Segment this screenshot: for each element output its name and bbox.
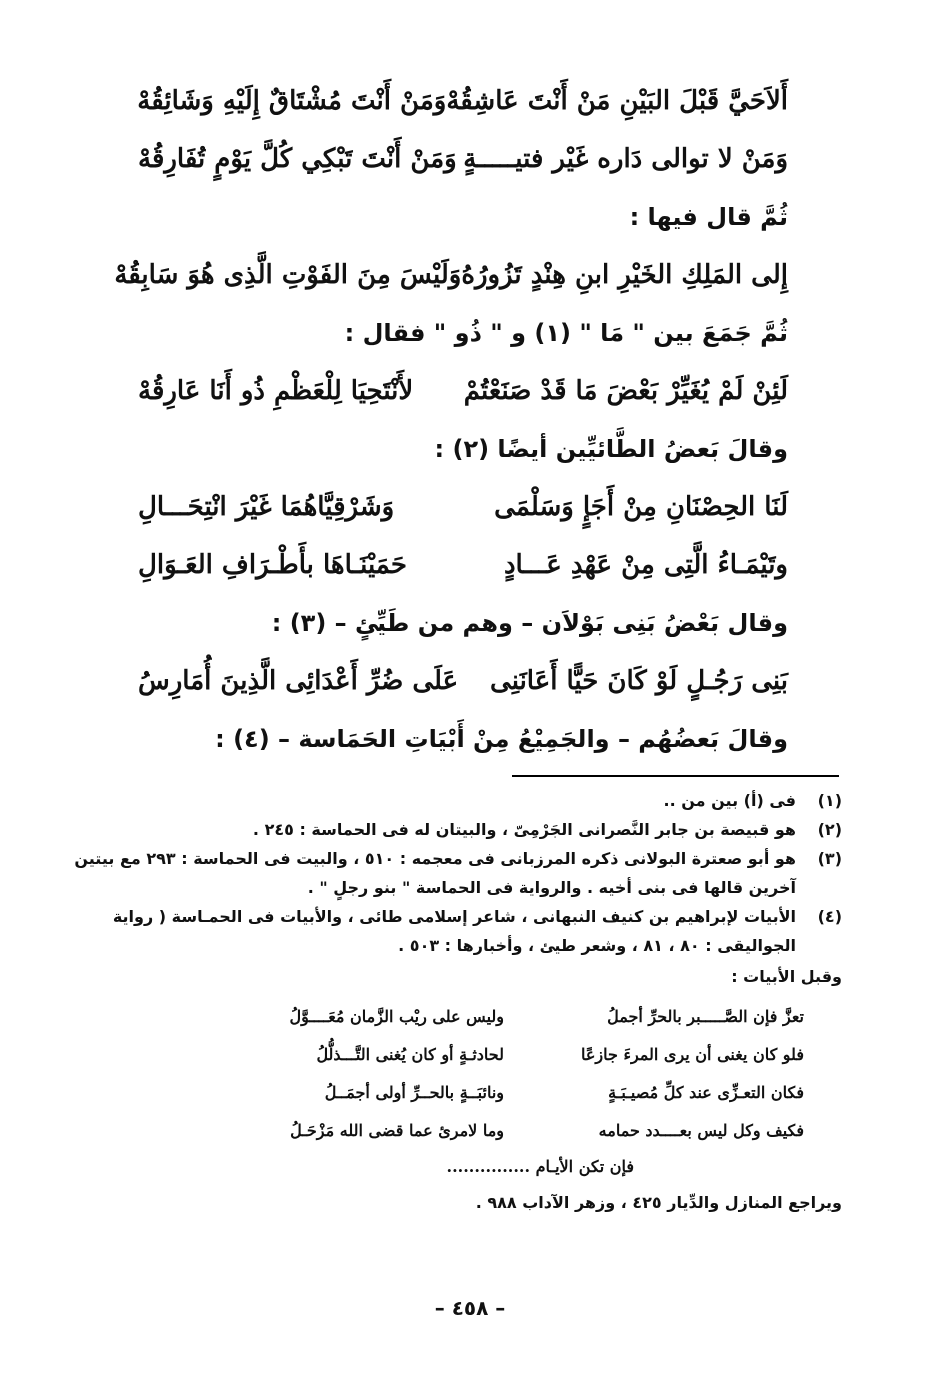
footnote-text bbox=[107, 815, 796, 844]
verse-first-hemistich: لَئِنْ لَمْ يُغَيِّرْ بَعْضَ مَا قَدْ صَنَعْتُمْ bbox=[463, 376, 788, 406]
references: ويراجع المنازل والدِّيار ٤٢٥ ، وزهر الآداب ٩٨٨ . bbox=[475, 1193, 842, 1212]
page-number: – ٤٥٨ – bbox=[434, 1296, 506, 1320]
verse-line bbox=[138, 536, 788, 594]
verse-second-hemistich: وَلَيْسَ مِنَ الفَوْتِ الَّذِى هُوَ سَابِقُهْ bbox=[114, 260, 462, 290]
footnote-line: هو قبيصة بن جابر النَّصرانى الجَرْمِىّ ، والبيتان له فى الحماسة : ٢٤٥ . bbox=[252, 820, 796, 839]
verse-line bbox=[138, 72, 788, 130]
footnote bbox=[107, 815, 842, 844]
mini-verse-second: وليس على ريْب الزَّمان مُعَــــوَّلُ bbox=[289, 1006, 504, 1026]
footnote-line: الأبيات لإبراهيم بن كنيف النبهانى ، شاعر إسلامى طائى ، والأبيات فى الحمـاسة ( رواية bbox=[112, 907, 796, 926]
footnote-line: فى (أ) بين من .. bbox=[663, 791, 796, 810]
verse-second-hemistich: وَمَنْ أَنْتَ تَبْكِي كُلَّ يَوْمٍ تُفَارِقُهْ bbox=[138, 144, 457, 174]
footnote bbox=[107, 902, 842, 960]
footnote-text bbox=[107, 786, 796, 815]
prose-line: وقال بَعْضُ بَنِى بَوْلاَن – وهم من طَيِّئٍ – (٣) : bbox=[271, 609, 788, 637]
footnotes bbox=[74, 786, 842, 1221]
footnote-text bbox=[74, 844, 796, 902]
mini-verse-line bbox=[107, 1111, 804, 1149]
verse-line bbox=[138, 362, 788, 420]
verse-first-hemistich: بَنِى رَجُـلٍ لَوْ كَانَ حَيًّا أَعَانَنِى bbox=[490, 666, 788, 696]
footnote-number: (٤) bbox=[817, 907, 842, 926]
verse-line bbox=[138, 478, 788, 536]
verse-first-hemistich: إِلى المَلِكِ الخَيْرِ ابنِ هِنْدٍ تَزُورُهُ bbox=[461, 260, 788, 290]
mini-verse-line bbox=[107, 1035, 804, 1073]
footnote-line: الجواليقى : ٨٠ ، ٨١ ، وشعر طيئ ، وأخبارها : ٥٠٣ . bbox=[398, 936, 796, 955]
prose-line: وقالَ بَعضُهُم – والجَمِيْعُ مِنْ أَبْيَاتِ الحَمَاسة – (٤) : bbox=[215, 725, 788, 753]
mini-verse-first: فلو كان يغنى أن يرى المرءَ جازعًا bbox=[580, 1044, 804, 1064]
verse-line bbox=[138, 130, 788, 188]
qabl-label: وقبل الأبيات : bbox=[731, 967, 842, 986]
mini-poem-last-line: فإن تكن الأيـام ............... bbox=[446, 1157, 634, 1176]
mini-verse-first: تعزَّ فإن الصَّـــــبر بالحرِّ أجملُ bbox=[607, 1006, 804, 1026]
verse-first-hemistich: وَمَنْ لا توالى دَاره غَيْر فتيـــــةٍ bbox=[463, 144, 788, 174]
prose-line: ثُمَّ جَمَعَ بين " مَا " (١) و " ذُو " فقال : bbox=[344, 319, 788, 347]
mini-verse-first: فكان التعـزِّى عند كلِّ مُصيـبَـةٍ bbox=[608, 1082, 804, 1102]
footnote-number: (٢) bbox=[817, 820, 842, 839]
mini-verse-line bbox=[107, 997, 804, 1035]
footnote bbox=[74, 844, 842, 902]
mini-verse-second: وما لامرئ عما قضى الله مَزْحَـلُ bbox=[290, 1120, 504, 1140]
footnote-text bbox=[107, 902, 796, 960]
footnote-number: (١) bbox=[817, 791, 842, 810]
verse-first-hemistich: لَنَا الحِصْنَانِ مِنْ أَجَإٍ وَسَلْمَى bbox=[494, 492, 788, 522]
mini-verse-first: فكيف وكل ليس بعــــدد حمامه bbox=[598, 1120, 804, 1140]
verse-line bbox=[138, 652, 788, 710]
verse-second-hemistich: عَلَى ضُرِّ أَعْدَائِى الَّذِينَ أُمَارِسُ bbox=[138, 666, 459, 696]
mini-poem-rows bbox=[107, 997, 804, 1149]
verse-second-hemistich: حَمَيْنَـاهَا بأَطْـرَافِ العَـوَالِ bbox=[138, 550, 407, 580]
verse-first-hemistich: أَلاَحَيَّ قَبْلَ البَيْنِ مَنْ أَنْتَ عَاشِقُهْ bbox=[446, 86, 788, 116]
footnote-number: (٣) bbox=[817, 849, 842, 868]
verse-second-hemistich: وَمَنْ أَنْتَ مُشْتَاقٌ إِلَيْهِ وَشَائِقُهْ bbox=[137, 86, 447, 116]
verse-line bbox=[114, 246, 788, 304]
footnote-list bbox=[74, 786, 842, 960]
mini-verse-line bbox=[107, 1073, 804, 1111]
verse-second-hemistich: لأَنْتَحِيَا لِلْعَظْمِ ذُو أَنَا عَارِقُهْ bbox=[138, 376, 414, 406]
footnote-line: آخرين قالها فى بنى أخيه . والرواية فى الحماسة " بنو رجلٍ " . bbox=[307, 878, 796, 897]
verse-second-hemistich: وَشَرْقِيَّاهُمَا غَيْرَ انْتِحَـــالِ bbox=[138, 492, 395, 522]
footnote bbox=[107, 786, 842, 815]
mini-verse-second: ونائبَــةٍ بالحــرِّ أولى أجمَــلُ bbox=[324, 1082, 504, 1102]
mini-verse-second: لحادثـةٍ أو كان يُغنى التَّـــذلُّلُ bbox=[316, 1044, 504, 1064]
footnote-divider bbox=[512, 775, 839, 777]
prose-line: ثُمَّ قال فيها : bbox=[629, 203, 788, 231]
footnote-line: هو أبو صعترة البولانى ذكره المرزبانى فى معجمه : ٥١٠ ، والبيت فى الحماسة : ٢٩٣ مع بيتين bbox=[74, 849, 796, 868]
mini-poem bbox=[107, 997, 842, 1185]
prose-line: وقالَ بَعضُ الطَّائيِّين أيضًا (٢) : bbox=[434, 435, 788, 463]
main-text bbox=[114, 72, 788, 768]
verse-first-hemistich: وتَيْمَـاءُ الَّتِى مِنْ عَهْدِ عَـــادٍ bbox=[503, 550, 788, 580]
